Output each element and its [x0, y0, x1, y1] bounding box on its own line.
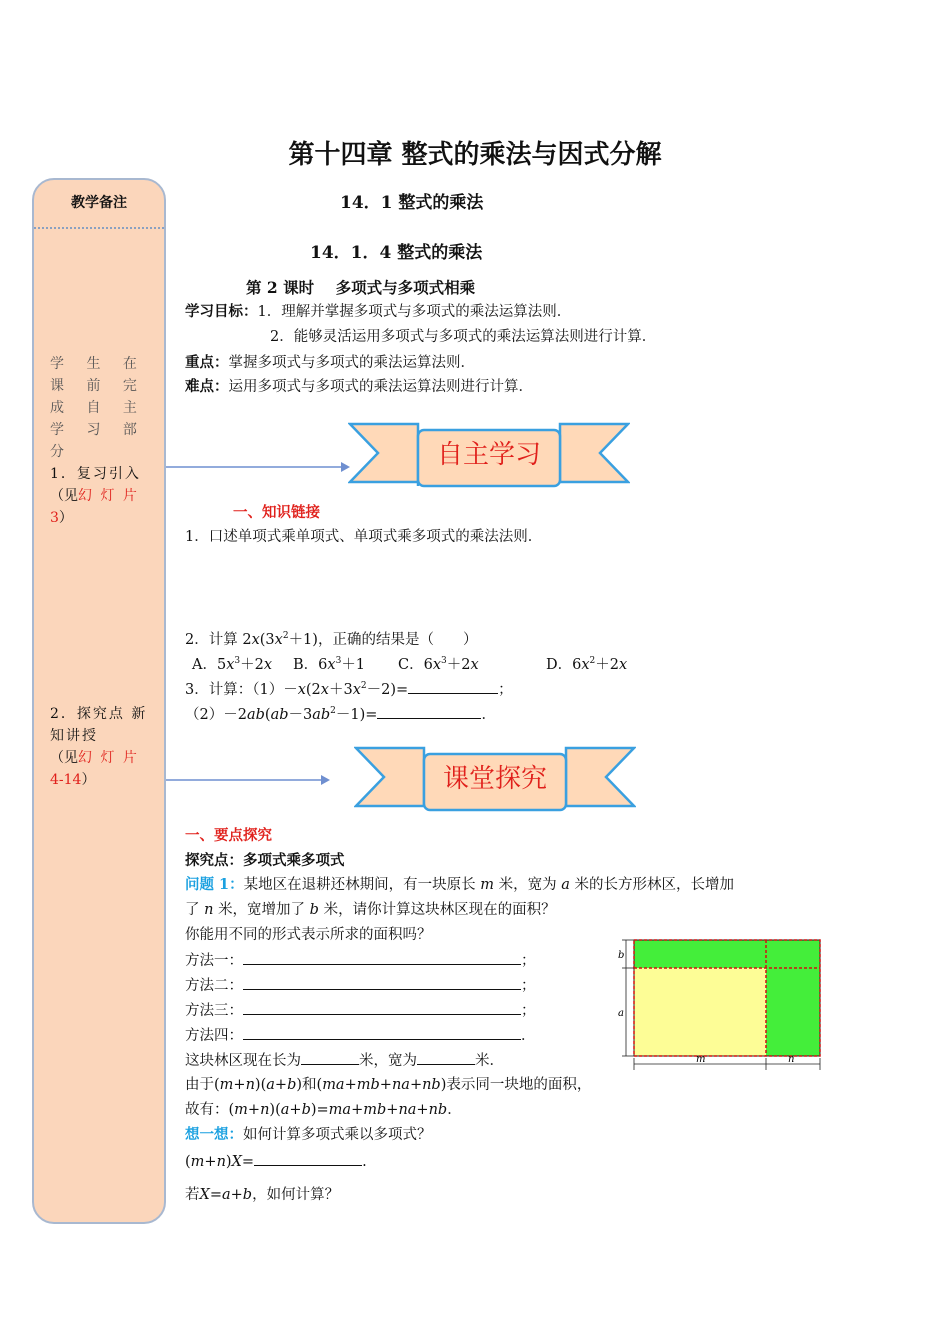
banner-class-explore-text: 课堂探究 [442, 764, 547, 794]
sidebar-ref-slide: 幻 灯 片 [78, 488, 139, 504]
therefore-line: 故有：(m+n)(a+b)=ma+mb+na+nb． [185, 1102, 462, 1118]
method-4-label: 方法四： [185, 1028, 243, 1044]
banner-self-study-text: 自主学习 [436, 440, 541, 470]
sidebar-ref-num: 3 [50, 510, 59, 526]
if-line: 若X=a+b，如何计算？ [185, 1187, 340, 1203]
sidebar-ref-suffix: ） [58, 510, 73, 526]
difficult-point [185, 377, 533, 397]
method-3-label: 方法三： [185, 1003, 243, 1019]
figure-label-m: m [696, 1054, 706, 1065]
arrow-to-class-explore [166, 771, 331, 791]
sidebar-ref-num: 4-14 [50, 772, 82, 788]
sidebar-ref-prefix: （见 [50, 750, 78, 766]
difficult-label: 难点： [185, 378, 229, 395]
sidebar-item-review [50, 463, 154, 529]
option-b-label: B．6 [293, 656, 328, 673]
difficult-text: 运用多项式与多项式的乘法运算法则进行计算． [228, 379, 533, 395]
key-point [185, 353, 475, 373]
because-b: 表示同一块地的面积， [446, 1077, 592, 1093]
problem-text-3: 米的长方形林区，长增加 [574, 877, 734, 893]
sidebar-item-explore [50, 703, 154, 791]
objective-1: 1．理解并掌握多项式与多项式的乘法运算法则． [257, 304, 572, 320]
method-2: 方法二： ； [185, 975, 536, 996]
think-line [185, 1125, 432, 1145]
size-line-a: 这块林区现在长为 [185, 1053, 301, 1069]
figure-label-n: n [788, 1054, 795, 1065]
subsection-title: 14．1．4 整式的乘法 [310, 243, 483, 263]
q2-option-d: D．$6x^2+2x$ [546, 656, 628, 673]
option-a-label: A．5 [192, 656, 227, 673]
problem-label: 问题 1： [185, 876, 244, 893]
method-2-label: 方法二： [185, 978, 243, 994]
method-1: 方法一： ； [185, 950, 536, 971]
option-c-label: C．6 [398, 656, 433, 673]
sidebar-ref-slide: 幻 灯 片 [78, 750, 139, 766]
method-4: 方法四： ． [185, 1025, 536, 1046]
problem-line2-b: 米，宽增加了 [218, 902, 306, 918]
section-title: 14．1 整式的乘法 [340, 193, 484, 213]
therefore-a: 故有：( [185, 1102, 235, 1118]
q2-option-c: C．$6x^3+2x$ [398, 656, 479, 673]
think-label: 想一想： [185, 1126, 243, 1143]
knowledge-q3-part2: $(2)-2ab(ab-3ab^2-1)=$ ． [185, 701, 496, 725]
explore-heading: 一、要点探究 [185, 827, 272, 844]
because-line: 由于(m+n)(a+b)和(ma+mb+na+nb)表示同一块地的面积， [185, 1077, 592, 1093]
method-1-label: 方法一： [185, 953, 243, 969]
arrow-to-self-study [166, 458, 351, 478]
q2-suffix: ，正确的结果是（ ） [317, 631, 478, 648]
key-label: 重点： [185, 354, 229, 371]
think-text: 如何计算多项式乘以多项式？ [243, 1127, 432, 1143]
knowledge-q2: 2．计算 $2x(3x^2+1)$，正确的结果是（ ） [185, 631, 478, 648]
chapter-title: 第十四章 整式的乘法与因式分解 [288, 140, 662, 170]
q2-option-b: B．$6x^3+1$ [293, 656, 366, 673]
sidebar-header: 教学备注 [71, 195, 127, 211]
knowledge-q1: 1．口述单项式乘单项式、单项式乘多项式的乘法法则． [185, 529, 543, 545]
problem-line2-a: 了 [185, 902, 200, 918]
figure-label-b: b [618, 950, 625, 961]
problem-text-1: 某地区在退耕还林期间，有一块原长 [243, 877, 476, 893]
q3-prefix: 3．计算：（1）－ [185, 681, 298, 698]
size-line [185, 1050, 504, 1071]
size-line-c: 米． [475, 1053, 504, 1069]
because-a: 由于( [185, 1077, 220, 1093]
q2-option-a: A．$5x^3+2x$ [192, 656, 273, 673]
key-text: 掌握多项式与多项式的乘法运算法则． [228, 355, 475, 371]
option-d-label: D．6 [546, 656, 582, 673]
objectives-label: 学习目标： [185, 303, 258, 320]
objective-2: 2．能够灵活运用多项式与多项式的乘法运算法则进行计算． [270, 329, 657, 345]
figure-label-a: a [618, 1008, 624, 1019]
size-line-b: 米，宽为 [359, 1053, 417, 1069]
explore-point: 探究点：多项式乘多项式 [185, 852, 345, 869]
q3-part2-prefix: （2）－2 [185, 706, 247, 723]
sidebar-ref-suffix: ） [81, 772, 96, 788]
if-text: 若 [185, 1187, 200, 1203]
problem-text-2: 米，宽为 [498, 877, 557, 893]
sidebar-item-explore-title: 2．探究点 新 知讲授 [50, 706, 148, 744]
problem-1-line-2: 了 n 米，宽增加了 b 米，请你计算这块林区现在的面积？ [185, 902, 556, 918]
sidebar-ref-prefix: （见 [50, 488, 78, 504]
q2-prefix: 2．计算 2 [185, 631, 252, 648]
mnx-line: (m+n)X= . [185, 1151, 367, 1172]
teaching-notes-sidebar [32, 178, 166, 1224]
objective-line-1 [185, 302, 571, 322]
sidebar-item-review-title: 1．复习引入 [50, 466, 141, 482]
area-figure [612, 928, 832, 1074]
problem-line2-c: 米，请你计算这块林区现在的面积？ [323, 902, 556, 918]
knowledge-heading: 一、知识链接 [233, 504, 320, 521]
problem-1-line-1: 问题 1：某地区在退耕还林期间，有一块原长 m 米，宽为 a 米的长方形林区，长增加 [185, 876, 734, 893]
lesson-title: 第 2 课时 多项式与多项式相乘 [246, 278, 476, 297]
if-suffix: ，如何计算？ [252, 1187, 340, 1203]
sidebar-divider [34, 227, 164, 229]
area-question: 你能用不同的形式表示所求的面积吗？ [185, 927, 432, 943]
sidebar-note: 学 生 在 课 前 完 成 自 主 学 习 部 分 [50, 356, 146, 460]
method-3: 方法三： ； [185, 1000, 536, 1021]
knowledge-q3-part1: 3．计算：$(1)-x(2x+3x^2-2)=$ ； [185, 676, 513, 700]
